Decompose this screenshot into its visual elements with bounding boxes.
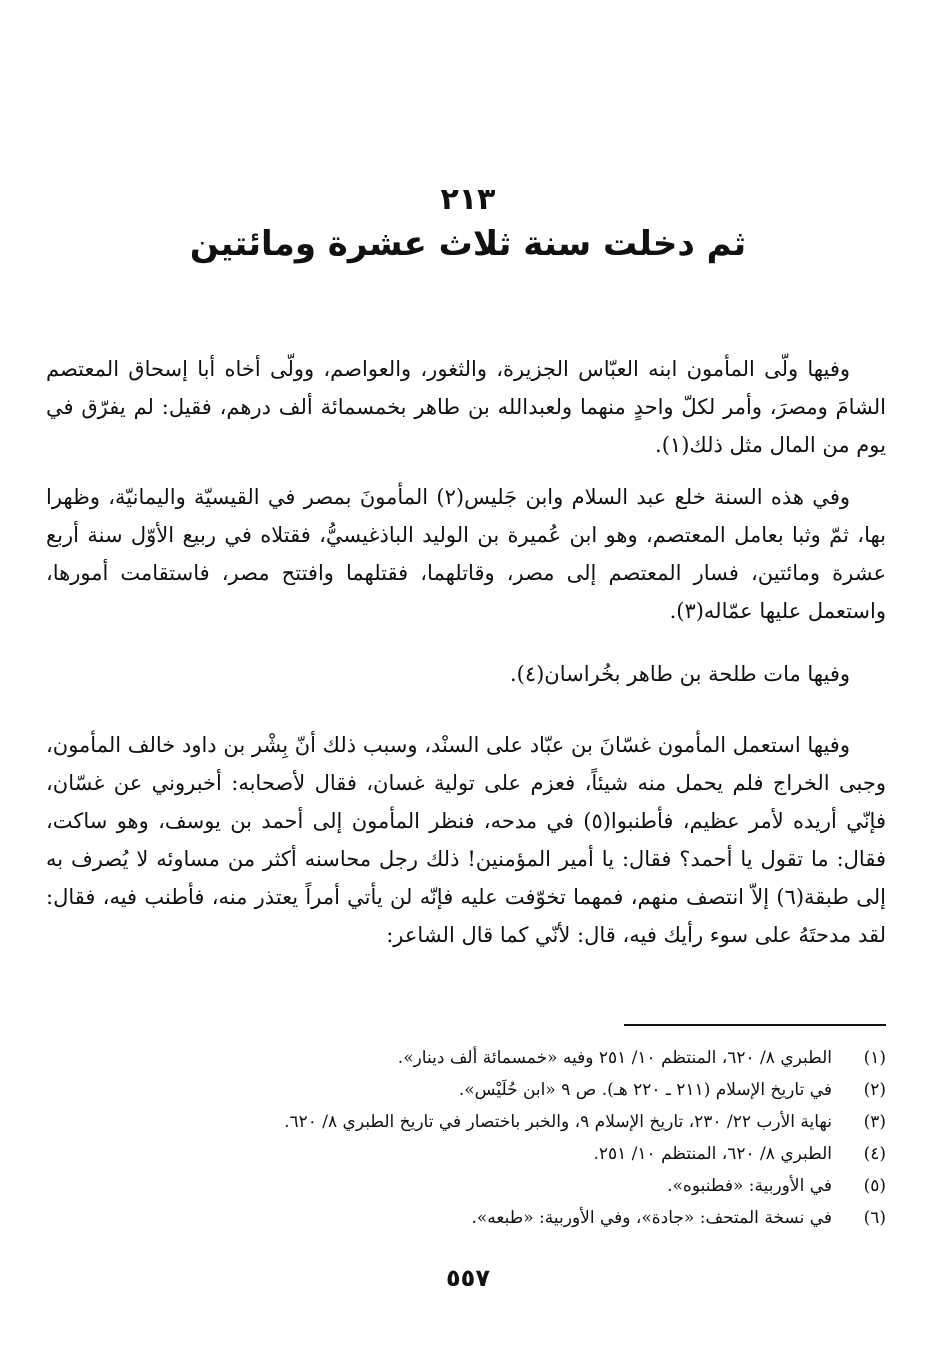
footnote-text: الطبري ٨/ ٦٢٠، المنتظم ١٠/ ٢٥١. [593, 1144, 832, 1164]
footnote-number: (٦) [863, 1208, 886, 1228]
footnote-number: (٤) [863, 1144, 886, 1164]
paragraph-text: وفيها استعمل المأمون غسّانَ بن عبّاد على السنْد، وسبب ذلك أنّ بِشْر بن داود خالف المأمون، وجبى الخراج فلم يحمل منه شيئاً، فعزم على تولية غسان، فقال لأصحابه: أخبروني عن غسّان، فإنّي أريده لأمر عظيم، فأطنبوا(٥) في مدحه، فنظر المأمون إلى أحمد بن يوسف، وهو ساكت، فقال: ما تقول يا أحمد؟ فقال: يا أمير المؤمنين! ذلك رجل محاسنه أكثر من مساوئه لا يُصرف به إلى طبقة(٦) إلاّ انتصف منهم، فمهما تخوّفت عليه فإنّه لن يأتي أمراً يعتذر منه، فأطنب فيه، فقال: لقد مدحتَهُ على سوء رأيك فيه، قال: لأنّي كما قال الشاعر: [46, 733, 886, 947]
footnote-text: نهاية الأرب ٢٢/ ٢٣٠، تاريخ الإسلام ٩، والخبر باختصار في تاريخ الطبري ٨/ ٦٢٠. [284, 1112, 832, 1132]
footnote-2 [46, 1074, 886, 1106]
footnotes [46, 1042, 886, 1234]
footnote-number: (٢) [863, 1080, 886, 1100]
footnote-4 [46, 1138, 886, 1170]
page-number: ٥٥٧ [446, 1264, 490, 1292]
footnote-separator [624, 1024, 886, 1026]
chapter-year: ٢١٣ [440, 182, 496, 217]
paragraph-text: وفي هذه السنة خلع عبد السلام وابن جَليس(٢) المأمونَ بمصر في القيسيّة واليمانيّة، وظهرا بها، ثمّ وثبا بعامل المعتصم، وهو ابن عُميرة بن الوليد الباذغيسيُّ، فقتلاه في ربيع الأوّل سنة أربع عشرة ومائتين، فسار المعتصم إلى مصر، وقاتلهما، فقتلهما وافتتح مصر، فاستقامت أمورها، واستعمل عليها عمّاله(٣). [46, 485, 886, 623]
footnote-text: في الأوربية: «فطنبوه». [667, 1176, 832, 1196]
footnote-text: الطبري ٨/ ٦٢٠، المنتظم ١٠/ ٢٥١ وفيه «خمسمائة ألف دينار». [397, 1048, 832, 1068]
footnote-3 [46, 1106, 886, 1138]
paragraph-text: وفيها ولّى المأمون ابنه العبّاس الجزيرة، والثغور، والعواصم، وولّى أخاه أبا إسحاق المعتصم الشامَ ومصرَ، وأمر لكلّ واحدٍ منهما ولعبدالله بن طاهر بخمسمائة ألف درهم، فقيل: لم يفرّق في يوم من المال مثل ذلك(١). [46, 357, 886, 457]
chapter-title: ثم دخلت سنة ثلاث عشرة ومائتين [189, 224, 747, 264]
footnote-number: (٣) [863, 1112, 886, 1132]
paragraph-4 [46, 726, 886, 954]
paragraph-text: وفيها مات طلحة بن طاهر بخُراسان(٤). [509, 662, 850, 686]
paragraph-3 [46, 655, 886, 693]
paragraph-1 [46, 350, 886, 464]
footnote-6 [46, 1202, 886, 1234]
footnote-1 [46, 1042, 886, 1074]
footnote-number: (٥) [863, 1176, 886, 1196]
footnote-number: (١) [863, 1048, 886, 1068]
footnote-text: في تاريخ الإسلام (٢١١ ـ ٢٢٠ هـ). ص ٩ «ابن حُلَيْس». [458, 1080, 832, 1100]
paragraph-2 [46, 478, 886, 630]
footnote-5 [46, 1170, 886, 1202]
footnote-text: في نسخة المتحف: «جادة»، وفي الأوربية: «طبعه». [471, 1208, 832, 1228]
